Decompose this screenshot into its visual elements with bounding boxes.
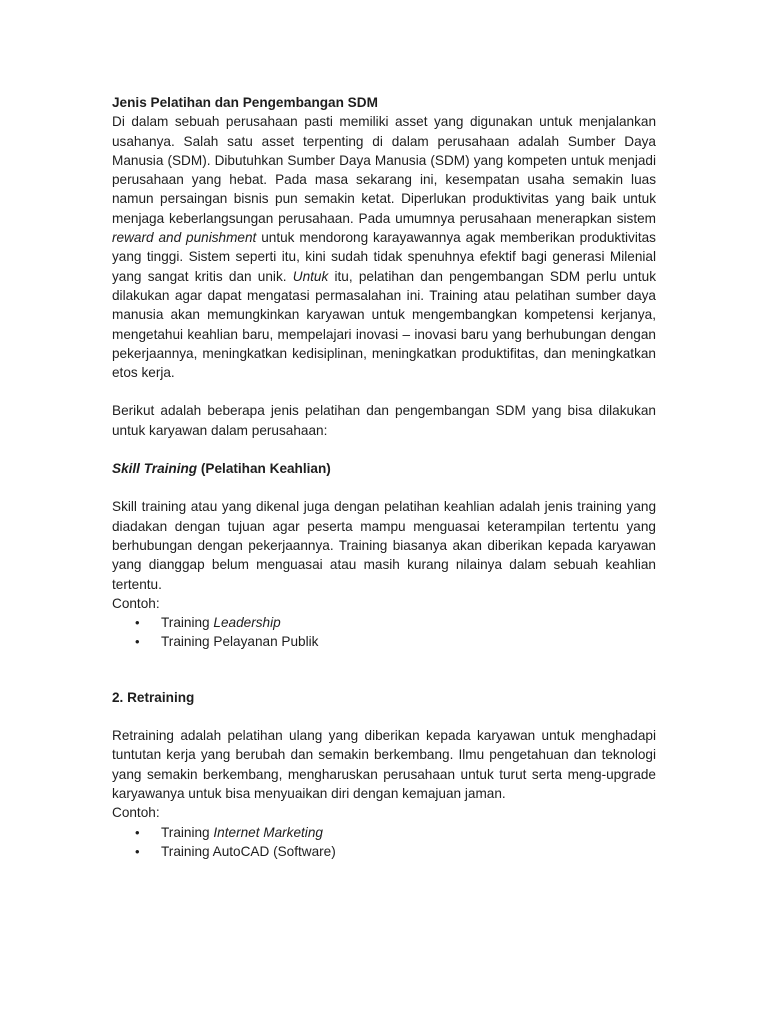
lead-in-paragraph: Berikut adalah beberapa jenis pelatihan dan pengembangan SDM yang bisa dilakukan untuk karyawan dalam perusahaan:	[112, 403, 656, 438]
list-item-prefix: Training	[161, 824, 214, 840]
list-item	[112, 613, 656, 632]
intro-paragraph	[112, 112, 656, 382]
section2-title: 2. Retraining	[112, 689, 195, 705]
section1-title-italic: Skill Training	[112, 461, 198, 477]
list-item-prefix: Training AutoCAD (Software)	[161, 843, 336, 859]
document-page	[112, 93, 656, 861]
intro-text-3: itu, pelatihan dan pengembangan SDM perlu untuk dilakukan agar dapat mengatasi permasalahan ini. Training atau pelatihan sumber daya manusia akan memungkinkan karyawan untuk mengembangkan kompetensi kerjanya, mengetahui keahlian baru, mempelajari inovasi – inovasi baru yang berhubungan dengan pekerjaannya, meningkatkan kedisiplinan, meningkatkan produktifitas, dan meningkatkan etos kerja.	[112, 268, 656, 381]
section2-body: Retraining adalah pelatihan ulang yang diberikan kepada karyawan untuk menghadapi tuntutan kerja yang berubah dan semakin berkembang. Ilmu pengetahuan dan teknologi yang semakin berkembang, mengharuskan perusahaan untuk turut serta meng-upgrade karyawanya untuk bisa menyuaikan diri dengan kemajuan jaman.	[112, 728, 656, 801]
section2-list	[112, 823, 656, 862]
section1-title	[112, 459, 656, 478]
list-item	[112, 823, 656, 842]
bullet-icon: •	[135, 824, 140, 840]
list-item-italic: Internet Marketing	[213, 824, 323, 840]
intro-text-2: untuk mendorong karayawannya agak memberikan produktivitas yang tinggi. Sistem seperti itu, kini sudah tidak spenuhnya efektif bagi generasi Milenial yang sangat kritis dan unik.	[112, 230, 656, 284]
list-item	[112, 632, 656, 651]
intro-text-1: Di dalam sebuah perusahaan pasti memiliki asset yang digunakan untuk menjalankan usahanya. Salah satu asset terpenting di dalam perusahaan adalah Sumber Daya Manusia (SDM). Dibutuhkan Sumber Daya Manusia (SDM) yang kompeten untuk menjadi perusahaan yang hebat. Pada masa sekarang ini, kesempatan usaha semakin luas namun persaingan bisnis pun semakin ketat. Diperlukan produktivitas yang baik untuk menjaga keberlangsungan perusahaan. Pada umumnya perusahaan menerapkan sistem	[112, 114, 656, 226]
list-item-prefix: Training	[161, 615, 214, 631]
bullet-icon: •	[135, 634, 140, 650]
list-item-italic: Leadership	[213, 615, 281, 631]
section1-title-rest: (Pelatihan Keahlian)	[197, 461, 331, 477]
section1-example-label: Contoh:	[112, 595, 160, 611]
section1-body: Skill training atau yang dikenal juga dengan pelatihan keahlian adalah jenis training yang diadakan dengan tujuan agar peserta mampu menguasai keterampilan tertentu yang berhubungan dengan pekerjaannya. Training biasanya akan diberikan kepada karyawan yang dianggap belum menguasai atau masih kurang nilainya dalam sebuah keahlian tertentu.	[112, 499, 656, 592]
bullet-icon: •	[135, 615, 140, 631]
list-item-prefix: Training Pelayanan Publik	[161, 634, 319, 650]
bullet-icon: •	[135, 843, 140, 859]
intro-italic-2: Untuk	[292, 268, 329, 284]
section1-list	[112, 613, 656, 652]
list-item	[112, 842, 656, 861]
intro-italic-1: reward and punishment	[112, 230, 257, 246]
document-title: Jenis Pelatihan dan Pengembangan SDM	[112, 95, 378, 110]
section2-example-label: Contoh:	[112, 805, 160, 821]
